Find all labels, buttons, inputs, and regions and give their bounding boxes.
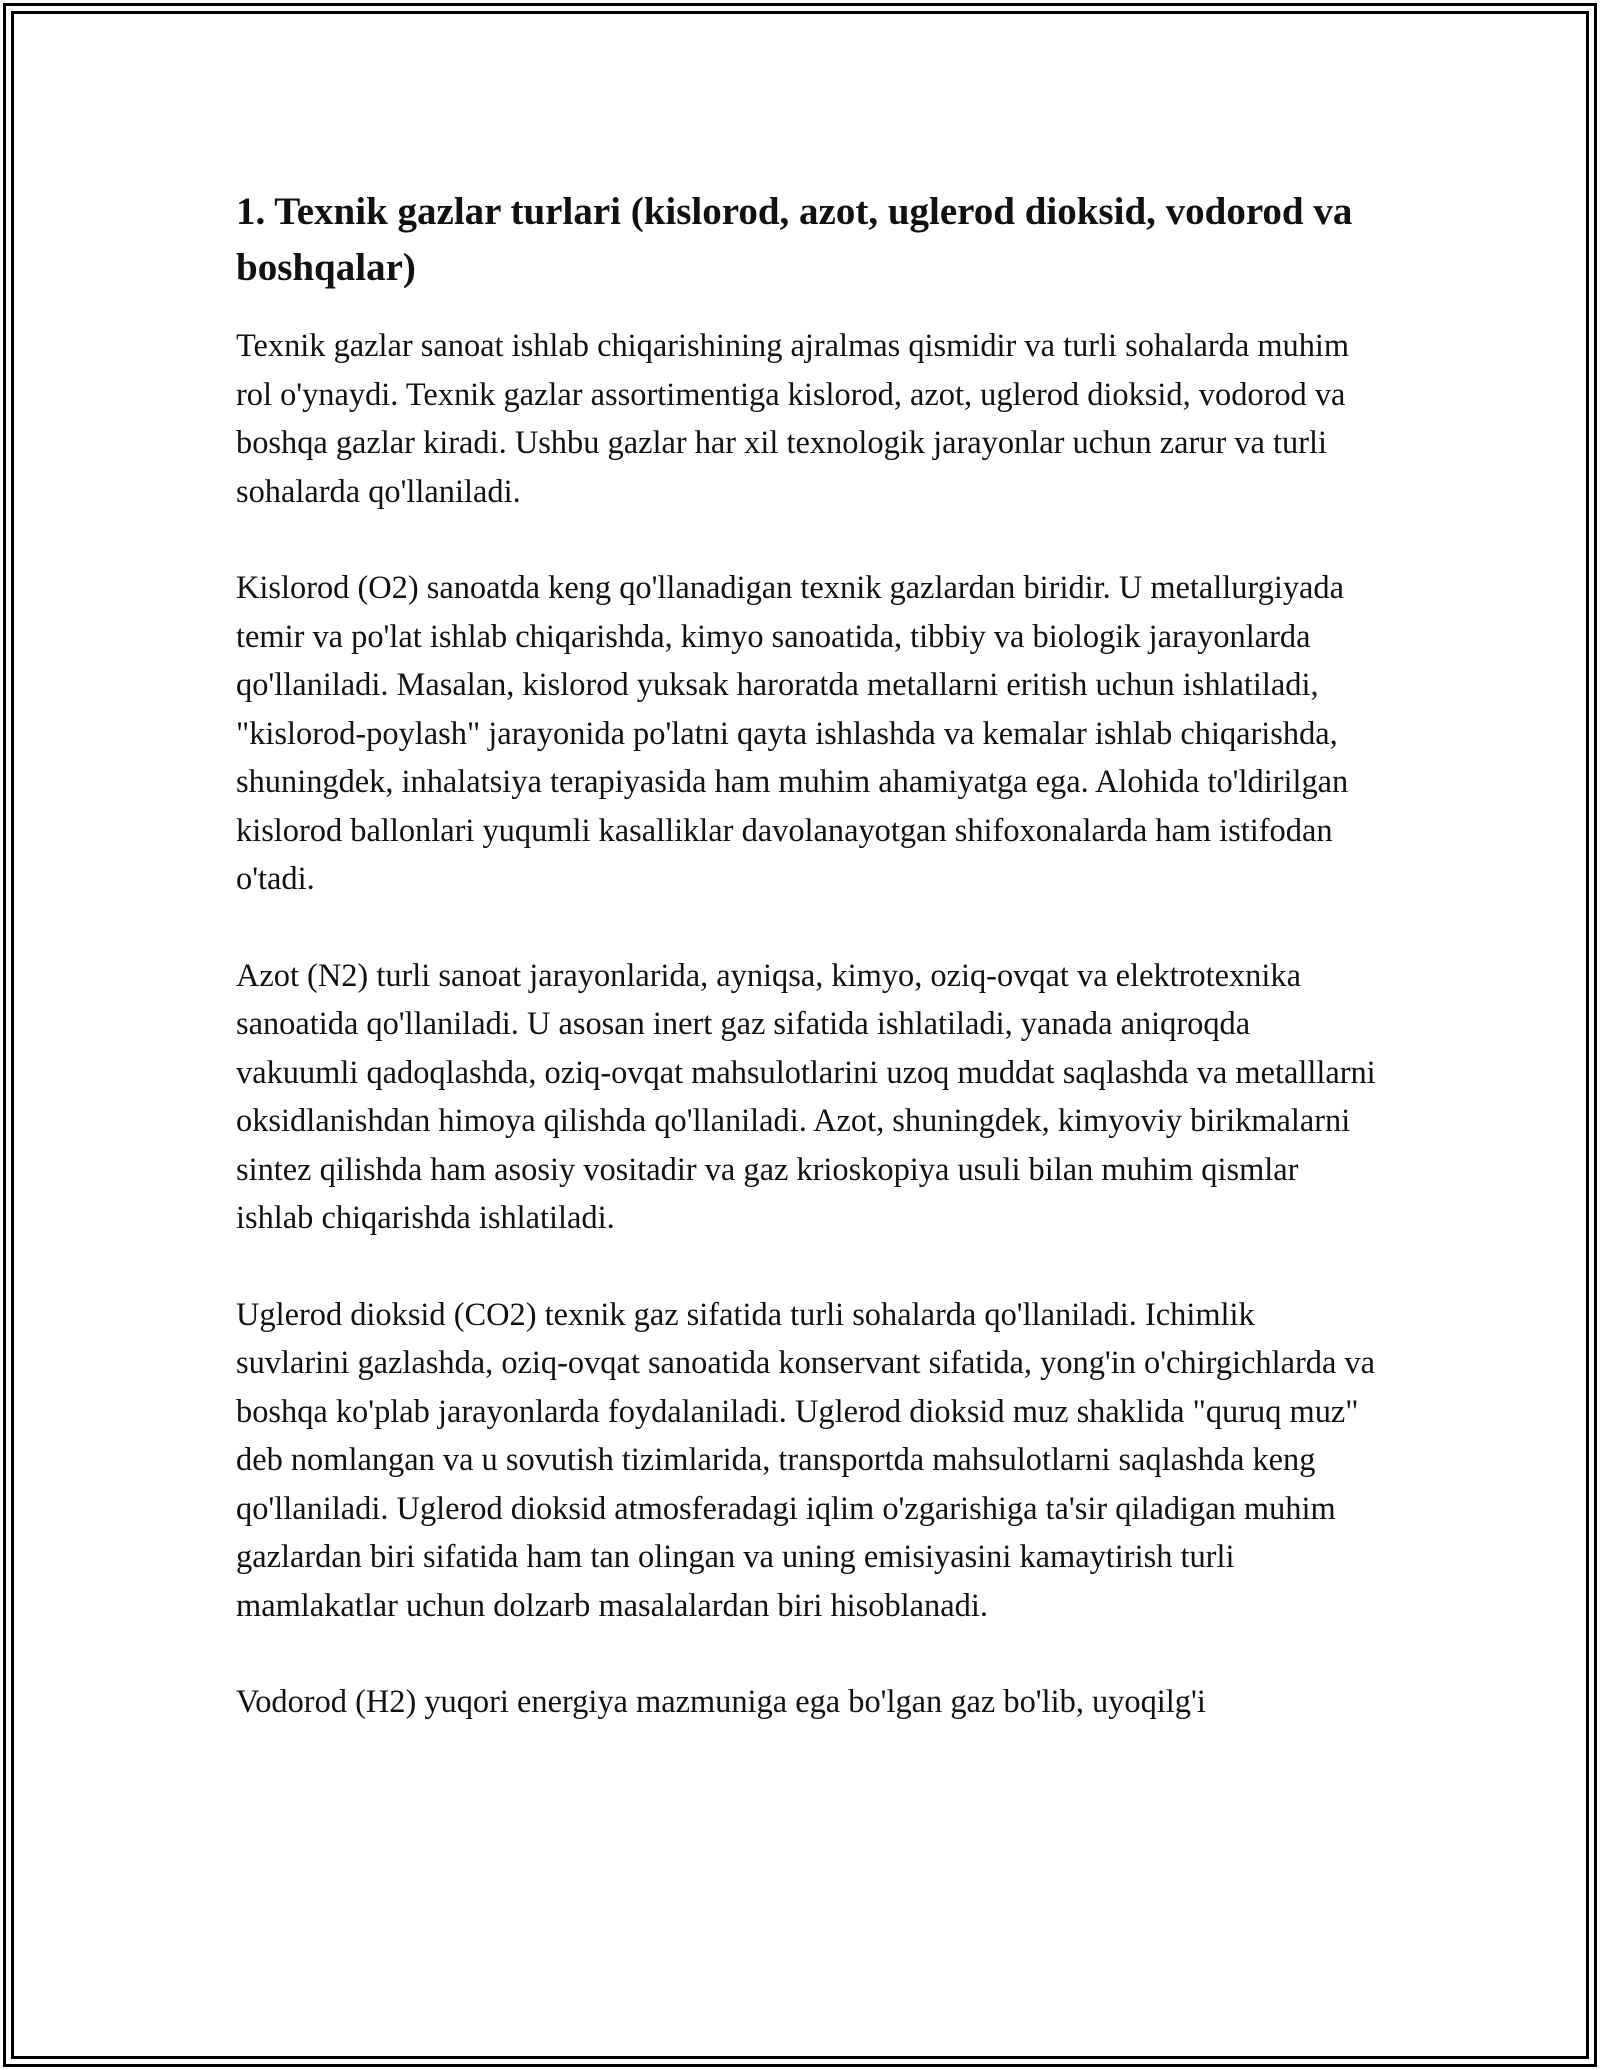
paragraph-intro: Texnik gazlar sanoat ishlab chiqarishining ajralmas qismidir va turli sohalarda muhim rol o'ynaydi. Texnik gazlar assortimentiga kislorod, azot, uglerod dioksid, vodorod va boshqa gazlar kiradi. Ushbu gazlar har xil texnologik jarayonlar uchun zarur va turli sohalarda qo'llaniladi. bbox=[236, 328, 1350, 510]
paragraph-carbon-dioxide: Uglerod dioksid (CO2) texnik gaz sifatida turli sohalarda qo'llaniladi. Ichimlik suvlarini gazlashda, oziq-ovqat sanoatida konservant sifatida, yong'in o'chirgichlarda va boshqa ko'plab jarayonlarda foydalaniladi. Uglerod dioksid muz shaklida "quruq muz" deb nomlangan va u sovutish tizimlarida, transportda mahsulotlarni saqlashda keng qo'llaniladi. Uglerod dioksid atmosferadagi iqlim o'zgarishiga ta'sir qiladigan muhim gazlardan biri sifatida ham tan olingan va uning emisiyasini kamaytirish turli mamlakatlar uchun dolzarb masalalardan biri hisoblanadi. bbox=[236, 1296, 1376, 1624]
paragraph-oxygen: Kislorod (O2) sanoatda keng qo'llanadigan texnik gazlardan biridir. U metallurgiyada temir va po'lat ishlab chiqarishda, kimyo sanoatida, tibbiy va biologik jarayonlarda qo'llaniladi. Masalan, kislorod yuksak haroratda metallarni eritish uchun ishlatiladi, "kislorod-poylash" jarayonida po'latni qayta ishlashda va kemalar ishlab chiqarishda, shuningdek, inhalatsiya terapiyasida ham muhim ahamiyatga ega. Alohida to'ldirilgan kislorod ballonlari yuqumli kasalliklar davolanayotgan shifoxonalarda ham istifodan o'tadi. bbox=[236, 570, 1349, 897]
paragraph-hydrogen: Vodorod (H2) yuqori energiya mazmuniga ega bo'lgan gaz bo'lib, uyoqilg'i bbox=[236, 1684, 1206, 1720]
section-heading: 1. Texnik gazlar turlari (kislorod, azot, uglerod dioksid, vodorod va boshqalar) bbox=[236, 190, 1353, 289]
document-body bbox=[236, 184, 1376, 1775]
paragraph-nitrogen: Azot (N2) turli sanoat jarayonlarida, ayniqsa, kimyo, oziq-ovqat va elektrotexnika sanoatida qo'llaniladi. U asosan inert gaz sifatida ishlatiladi, yanada aniqroqda vakuumli qadoqlashda, oziq-ovqat mahsulotlarini uzoq muddat saqlashda va metalllarni oksidlanishdan himoya qilishda qo'llaniladi. Azot, shuningdek, kimyoviy birikmalarni sintez qilishda ham asosiy vositadir va gaz krioskopiya usuli bilan muhim qismlar ishlab chiqarishda ishlatiladi. bbox=[236, 957, 1376, 1236]
